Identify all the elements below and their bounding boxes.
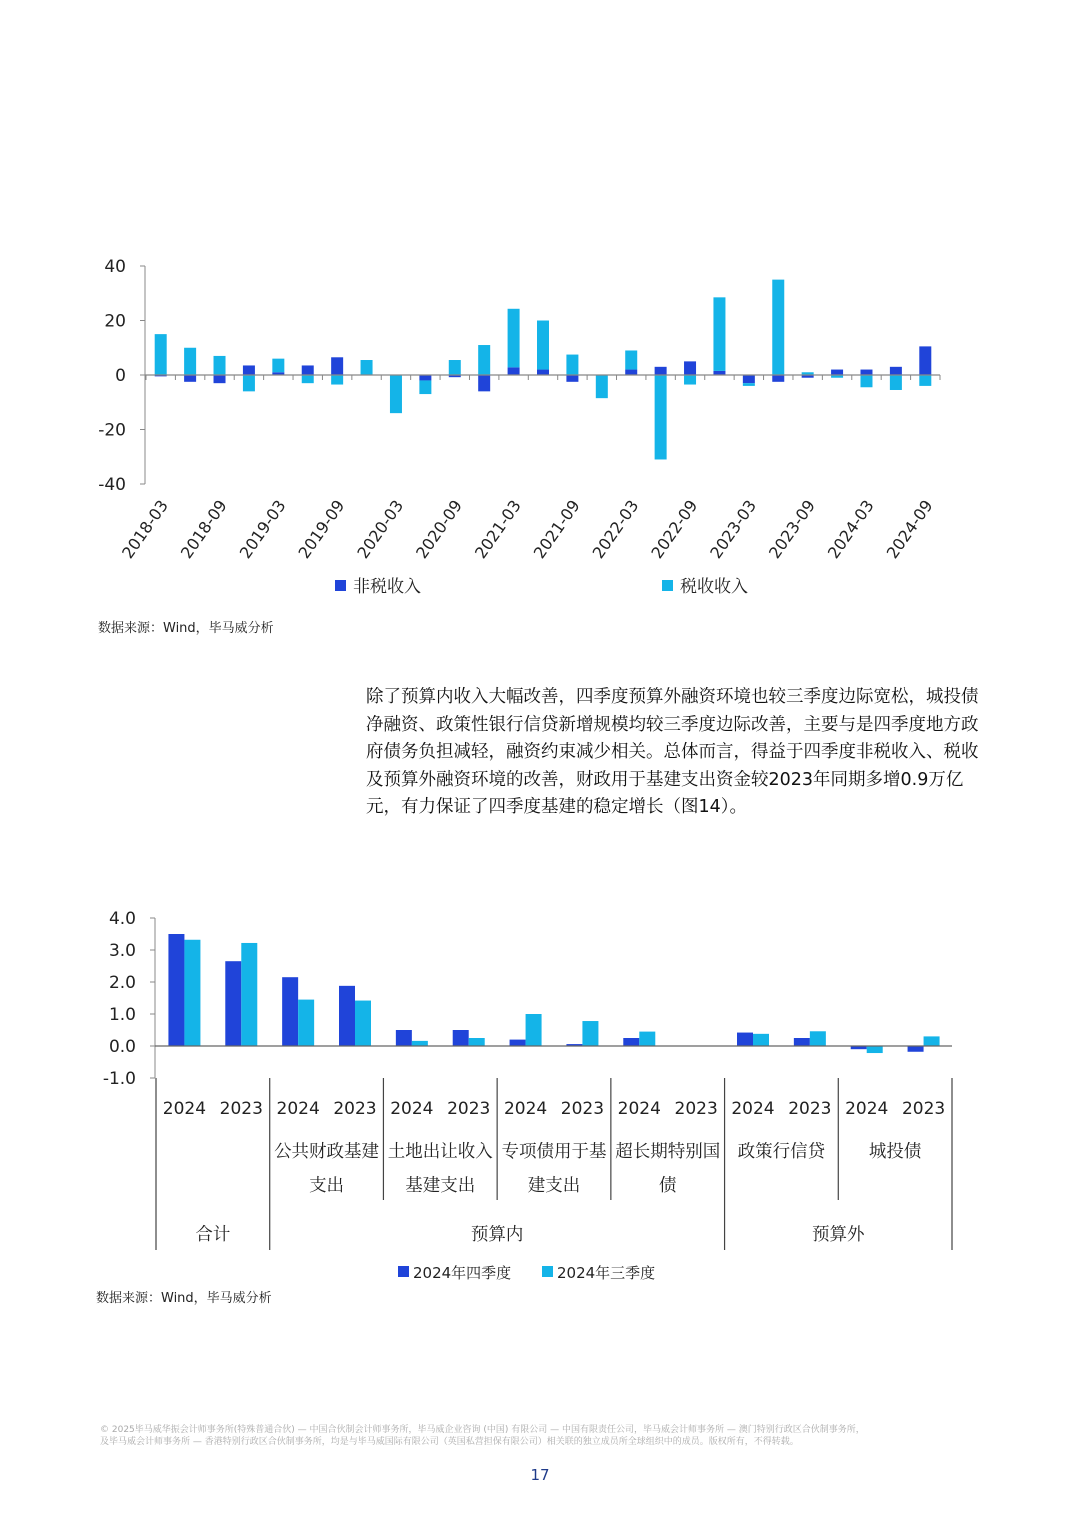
y-tick-label: 0.0 (108, 1037, 136, 1057)
x-category-label: 2024 (162, 1099, 207, 1119)
page-number: 17 (530, 1466, 550, 1484)
top-group-label: 合计 (195, 1225, 231, 1245)
x-category-label: 2023 (901, 1099, 946, 1119)
x-tick-label: 2023-03 (706, 496, 761, 563)
bar-2024q3 (526, 1014, 542, 1046)
sub-group-label: 债 (658, 1176, 677, 1196)
bar-2024q4 (396, 1030, 412, 1046)
bar-2024q4 (225, 961, 241, 1046)
x-category-label: 2024 (731, 1099, 775, 1119)
footer-line: © 2025毕马威华振会计师事务所(特殊普通合伙) — 中国合伙制会计师事务所，毕马威企业咨询 (中国) 有限公司 — 中国有限责任公司，毕马威会计师事务所 — 澳门特别行政区合伙制事务所， (100, 1425, 865, 1435)
bar-2024q3 (582, 1021, 598, 1046)
y-tick-label: -40 (98, 475, 126, 495)
bar-2024q3 (810, 1031, 826, 1046)
x-tick-label: 2021-03 (470, 496, 525, 563)
x-tick-label: 2020-03 (353, 496, 408, 563)
legend-label: 非税收入 (353, 577, 421, 597)
x-tick-label: 2023-09 (765, 496, 819, 563)
y-tick-label: 2.0 (108, 973, 136, 993)
legend-label: 2024年四季度 (413, 1264, 512, 1282)
bar-2024q4 (282, 977, 298, 1046)
x-category-label: 2023 (219, 1099, 263, 1119)
x-tick-label: 2018-09 (176, 496, 231, 563)
top-group-label: 预算内 (470, 1225, 524, 1245)
bar-2024q3 (184, 940, 200, 1046)
x-category-label: 2023 (674, 1099, 718, 1119)
bar-2024q4 (794, 1038, 810, 1046)
copyright-footer (100, 1424, 990, 1448)
top-group-label: 预算外 (812, 1225, 865, 1245)
bar-2024q3 (753, 1034, 769, 1046)
bar-2024q4 (510, 1040, 526, 1046)
x-category-label: 2023 (333, 1099, 377, 1119)
bar-2024q3 (469, 1038, 485, 1046)
paragraph-line: 及预算外融资环境的改善，财政用于基建支出资金较2023年同期多增0.9万亿 (366, 769, 964, 790)
x-tick-label: 2020-09 (412, 496, 467, 563)
sub-group-label: 公共财政基建 (274, 1142, 380, 1162)
paragraph-line: 除了预算内收入大幅改善，四季度预算外融资环境也较三季度边际宽松，城投债 (366, 687, 979, 707)
x-category-label: 2023 (560, 1099, 605, 1119)
sub-group-label: 土地出让收入 (387, 1142, 493, 1162)
x-tick-label: 2024-09 (882, 496, 937, 563)
y-tick-label: 1.0 (108, 1005, 136, 1025)
sub-group-label: 建支出 (527, 1176, 581, 1196)
x-tick-label: 2022-03 (588, 496, 643, 563)
bar-2024q4 (168, 934, 184, 1046)
x-tick-label: 2018-03 (118, 496, 172, 563)
y-tick-label: 4.0 (108, 909, 136, 929)
bar-2024q4 (908, 1046, 924, 1052)
legend-swatch (542, 1266, 553, 1277)
sub-group-label: 专项债用于基 (501, 1142, 607, 1162)
legend-label: 税收收入 (680, 577, 748, 597)
bar-2024q3 (412, 1041, 428, 1046)
x-category-label: 2024 (845, 1099, 889, 1119)
y-tick-label: 40 (104, 257, 126, 277)
bar-2024q3 (639, 1032, 655, 1046)
y-tick-label: 0 (115, 366, 126, 386)
bar-2024q3 (241, 943, 257, 1046)
x-tick-label: 2022-09 (647, 496, 702, 563)
chart2-source: 数据来源：Wind，毕马威分析 (96, 1291, 272, 1306)
x-category-label: 2023 (788, 1099, 832, 1119)
bar-2024q4 (339, 986, 355, 1046)
legend-swatch (398, 1266, 409, 1277)
sub-group-label: 超长期特别国 (615, 1142, 721, 1162)
paragraph-line: 净融资、政策性银行信贷新增规模均较三季度边际改善，主要与是四季度地方政 (366, 714, 979, 735)
x-category-label: 2023 (447, 1099, 491, 1119)
y-tick-label: -1.0 (102, 1069, 136, 1089)
bar-2024q3 (355, 1001, 371, 1046)
x-tick-label: 2019-09 (294, 496, 349, 563)
paragraph-line: 元，有力保证了四季度基建的稳定增长（图14）。 (366, 797, 748, 817)
sub-group-label: 基建支出 (405, 1176, 476, 1196)
x-category-label: 2024 (617, 1099, 661, 1119)
bar-2024q4 (623, 1038, 639, 1046)
x-tick-label: 2021-09 (529, 496, 584, 563)
bar-2024q3 (924, 1036, 940, 1046)
legend-label: 2024年三季度 (557, 1264, 656, 1282)
bar-2024q3 (867, 1046, 883, 1053)
paragraph-line: 府债务负担减轻，融资约束减少相关。总体而言，得益于四季度非税收入、税收 (366, 742, 979, 762)
x-tick-label: 2019-03 (235, 496, 290, 563)
x-category-label: 2024 (503, 1099, 548, 1119)
bar-2024q4 (453, 1030, 469, 1046)
y-tick-label: -20 (98, 420, 126, 441)
chart1-source: 数据来源：Wind，毕马威分析 (98, 621, 274, 636)
bar-2024q3 (298, 1000, 314, 1046)
x-tick-label: 2024-03 (823, 496, 878, 563)
y-tick-label: 3.0 (108, 941, 136, 961)
sub-group-label: 支出 (309, 1176, 345, 1196)
x-category-label: 2024 (390, 1099, 434, 1119)
y-tick-label: 20 (104, 311, 126, 332)
sub-group-label: 城投债 (868, 1142, 922, 1162)
sub-group-label: 政策行信贷 (737, 1142, 826, 1162)
footer-line: 及毕马威会计师事务所 — 香港特别行政区合伙制事务所，均是与毕马威国际有限公司（英国私营担保有限公司）相关联的独立成员所全球组织中的成员。版权所有，不得转载。 (100, 1437, 799, 1447)
bar-2024q4 (737, 1033, 753, 1046)
x-category-label: 2024 (276, 1099, 320, 1119)
